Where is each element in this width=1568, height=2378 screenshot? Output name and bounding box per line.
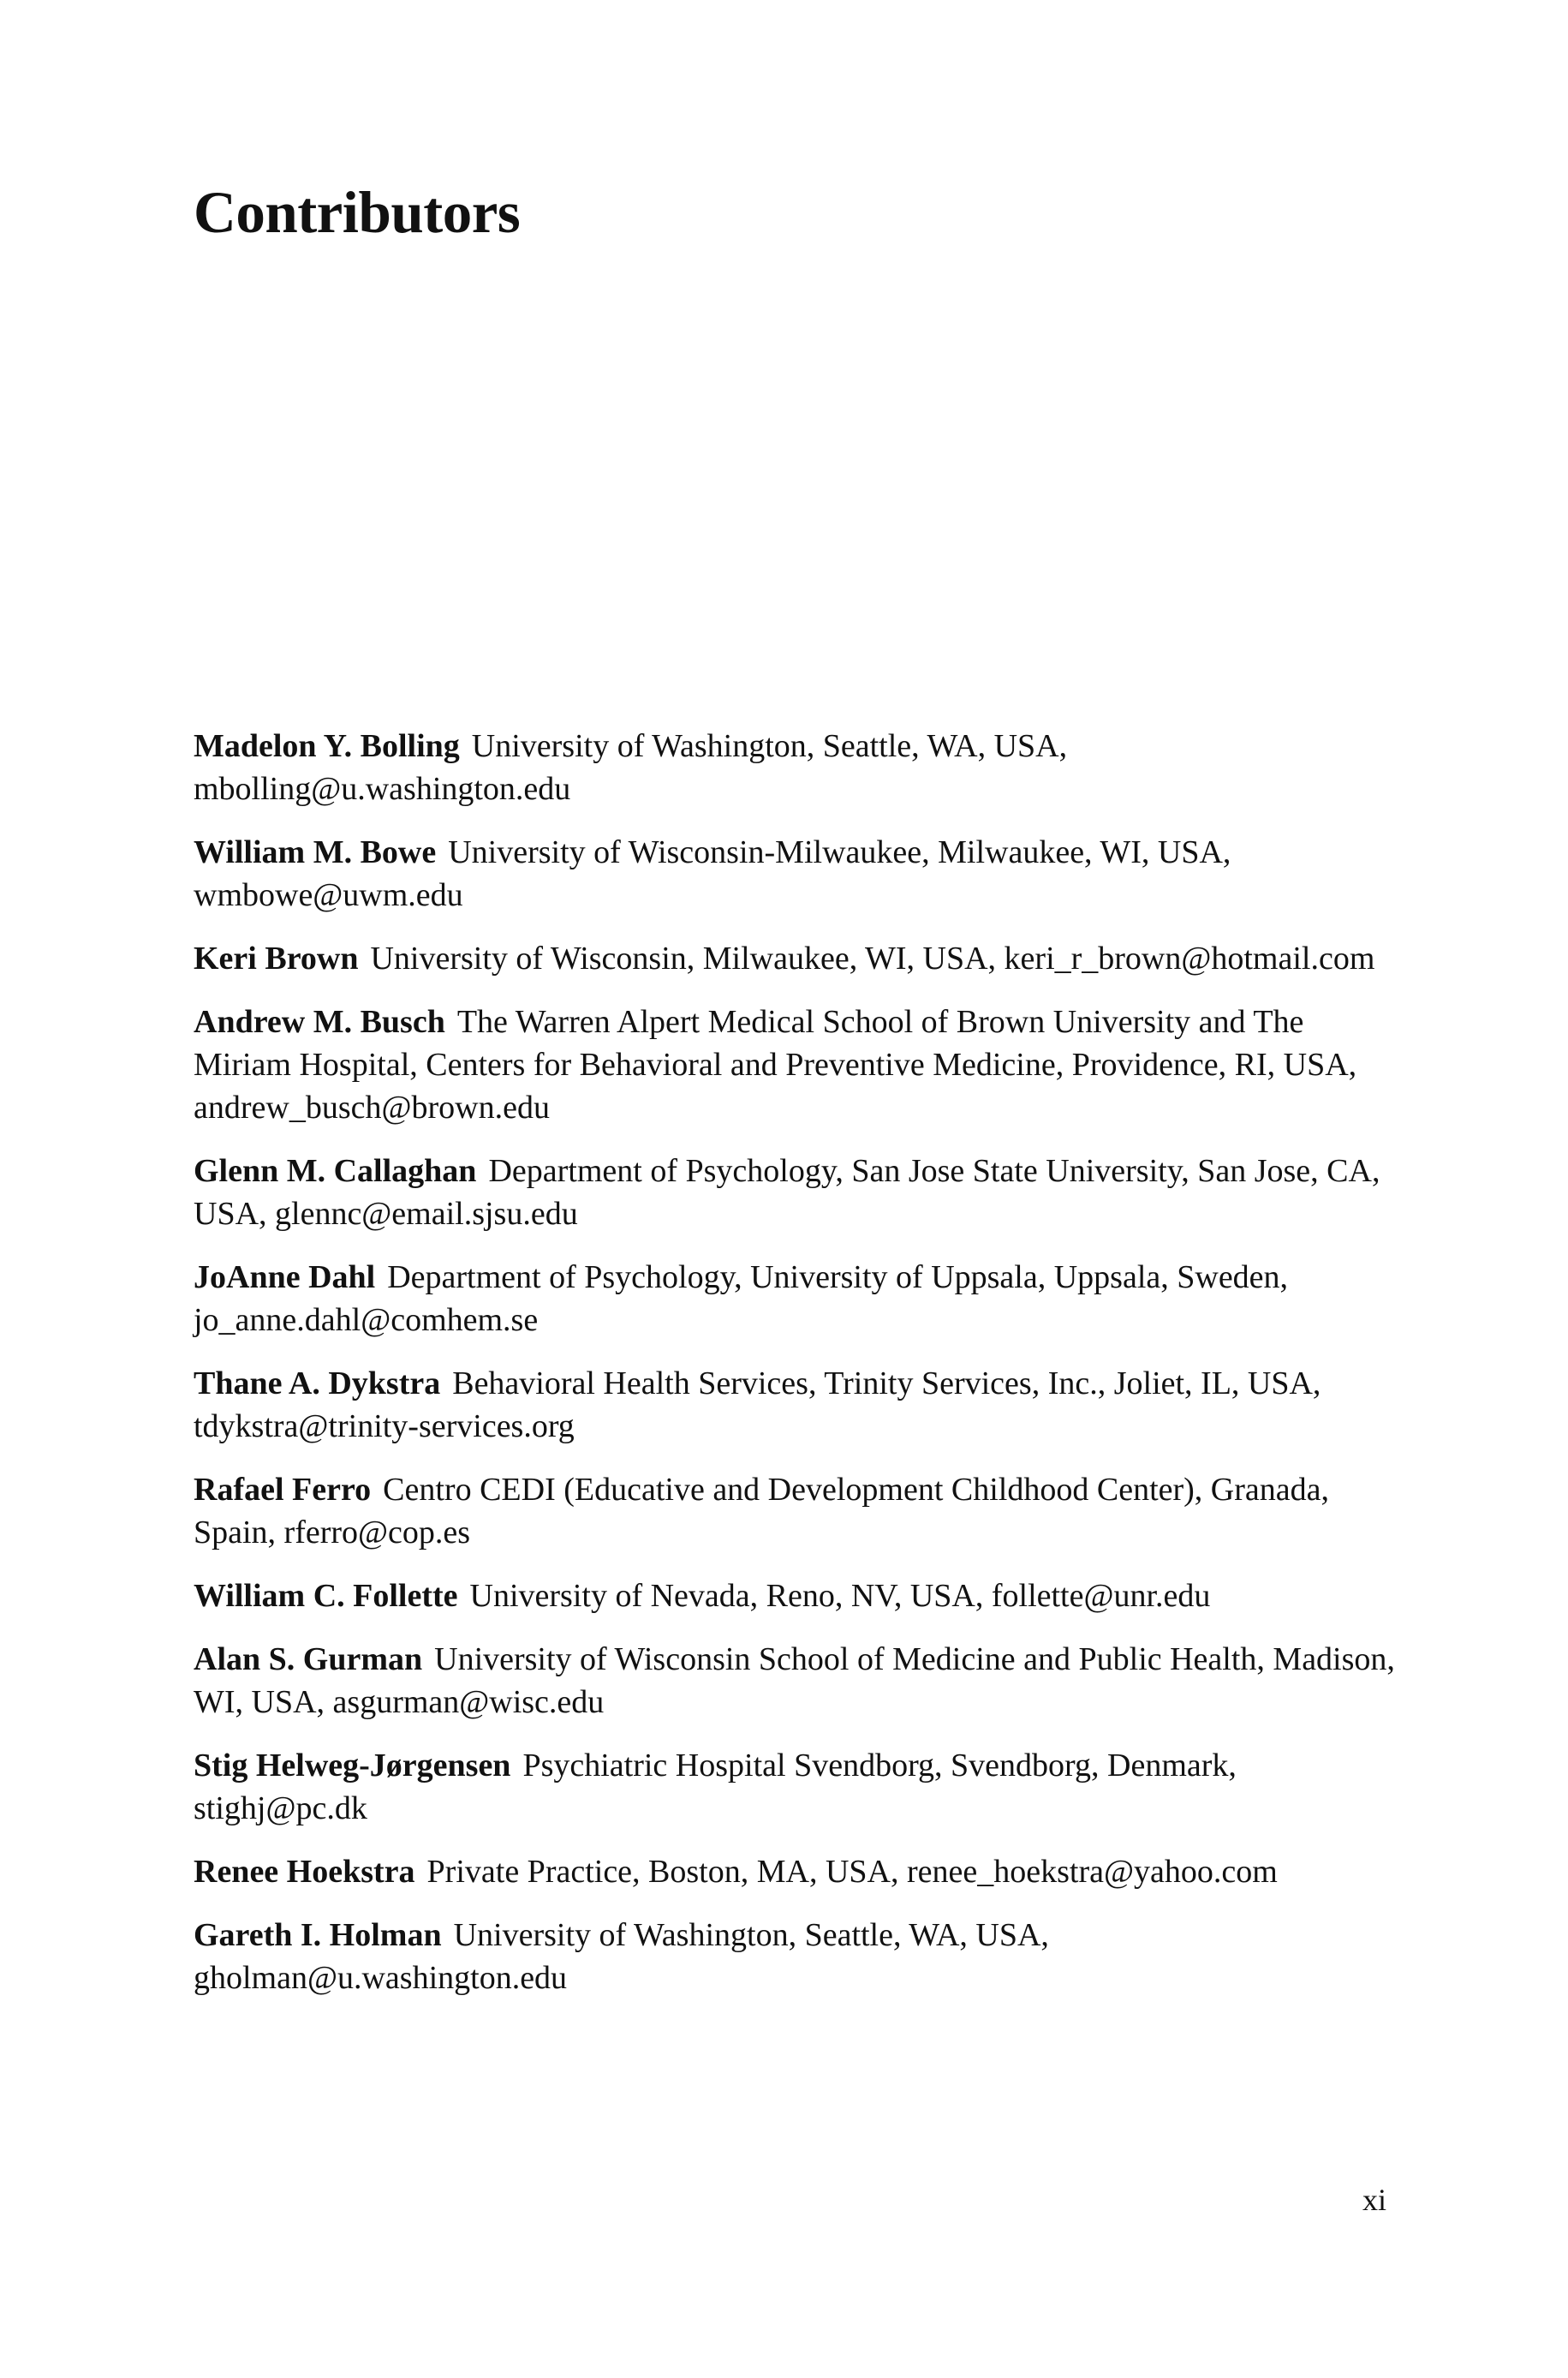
- contributor-details: Department of Psychology, University of Uppsala, Uppsala, Sweden, jo_anne.dahl@comhem.se: [194, 1259, 1289, 1338]
- contributor-entry: [194, 1001, 1401, 1129]
- contributor-name: Rafael Ferro: [194, 1472, 372, 1508]
- contributor-details: University of Wisconsin-Milwaukee, Milwaukee, WI, USA, wmbowe@uwm.edu: [194, 834, 1231, 913]
- contributor-details: Centro CEDI (Educative and Development Childhood Center), Granada, Spain, rferro@cop.es: [194, 1472, 1329, 1550]
- contributor-details: University of Wisconsin School of Medicine and Public Health, Madison, WI, USA, asgurman@wisc.edu: [194, 1641, 1395, 1720]
- contributor-entry: [194, 1914, 1401, 1999]
- contributor-details: Psychiatric Hospital Svendborg, Svendborg, Denmark, stighj@pc.dk: [194, 1748, 1237, 1826]
- contributor-entry: [194, 937, 1401, 980]
- contributor-name: Stig Helweg-Jørgensen: [194, 1748, 511, 1784]
- contributor-entry: [194, 1850, 1401, 1893]
- contributor-details: University of Washington, Seattle, WA, USA, gholman@u.washington.edu: [194, 1917, 1049, 1996]
- contributor-name: Alan S. Gurman: [194, 1641, 423, 1677]
- contributor-entry: [194, 1574, 1401, 1617]
- contributor-details: The Warren Alpert Medical School of Brown University and The Miriam Hospital, Centers for Behavioral and Preventive Medicine, Providence, RI, USA, andrew_busch@brown.edu: [194, 1004, 1357, 1126]
- contributor-list: [194, 725, 1401, 2020]
- contributor-entry: [194, 1468, 1401, 1554]
- contributor-entry: [194, 831, 1401, 917]
- contributor-name: Keri Brown: [194, 941, 359, 977]
- contributor-details: University of Wisconsin, Milwaukee, WI, USA, keri_r_brown@hotmail.com: [370, 941, 1375, 977]
- contributor-entry: [194, 1744, 1401, 1830]
- contributor-entry: [194, 725, 1401, 810]
- contributor-name: Thane A. Dykstra: [194, 1365, 441, 1401]
- contributor-details: Behavioral Health Services, Trinity Services, Inc., Joliet, IL, USA, tdykstra@trinity-services.org: [194, 1365, 1321, 1444]
- contributor-name: Renee Hoekstra: [194, 1854, 415, 1890]
- contributor-details: Department of Psychology, San Jose State University, San Jose, CA, USA, glennc@email.sjsu.edu: [194, 1153, 1380, 1232]
- contributor-entry: [194, 1150, 1401, 1235]
- contributor-details: Private Practice, Boston, MA, USA, renee_hoekstra@yahoo.com: [426, 1854, 1278, 1890]
- contributor-entry: [194, 1362, 1401, 1448]
- contributor-name: JoAnne Dahl: [194, 1259, 376, 1295]
- contributor-entry: [194, 1638, 1401, 1724]
- contributor-entry: [194, 1256, 1401, 1341]
- contributor-name: Andrew M. Busch: [194, 1004, 445, 1040]
- contributor-name: Glenn M. Callaghan: [194, 1153, 477, 1189]
- page-number: xi: [1362, 2183, 1386, 2217]
- contributor-name: William M. Bowe: [194, 834, 437, 870]
- contributor-details: University of Nevada, Reno, NV, USA, follette@unr.edu: [469, 1578, 1211, 1614]
- contributor-name: William C. Follette: [194, 1578, 458, 1614]
- contributor-name: Madelon Y. Bolling: [194, 728, 460, 764]
- contributor-details: University of Washington, Seattle, WA, USA, mbolling@u.washington.edu: [194, 728, 1068, 807]
- contributor-name: Gareth I. Holman: [194, 1917, 442, 1953]
- page-title: Contributors: [194, 180, 521, 245]
